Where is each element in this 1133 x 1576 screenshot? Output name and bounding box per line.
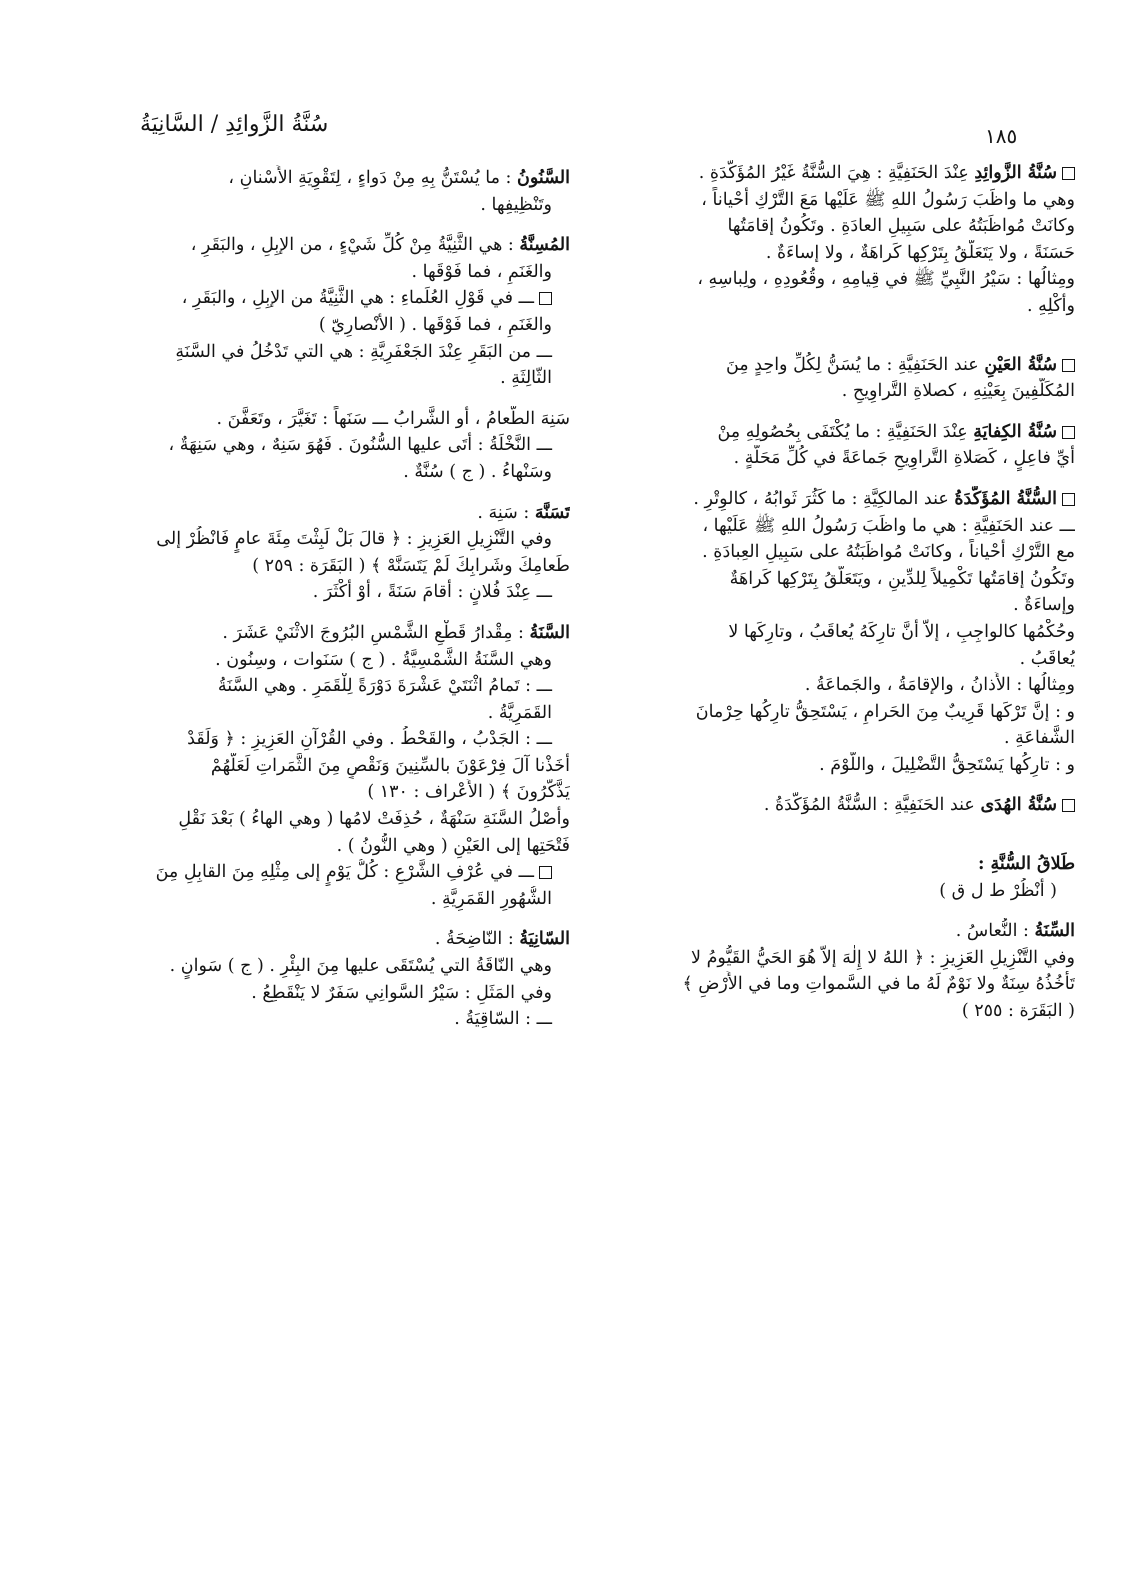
entry-text: ـــ : تَمامُ اثْنَتَيْ عَشْرَةَ دَوْرَةً لِلْقَمَرِ . وهي السَّنَةُ [217,676,552,697]
entry-text: وحُكْمُها كالواجِبِ ، إلاّ أَنَّ تارِكَهُ يُعاقَبُ ، وتارِكَها لا [728,621,1075,642]
entry-sunnat-al-kifaya [630,419,1075,472]
entry-text: المُكَلَّفِينَ بِعَيْنِهِ ، كصلاةِ التَّراوِيحِ . [841,381,1075,402]
entry-text: القَمَرِيَّةُ . [487,702,552,723]
entry-title: سُنَّةُ الكِفايَةِ [973,421,1057,442]
square-bullet-icon [539,866,552,879]
entry-title: طَلاقُ السُّنَّةِ : [977,854,1075,875]
entry-text: أَخَذْنا آلَ فِرْعَوْنَ بالسِّنِينَ وَنَقْصٍ مِنَ الثَّمَراتِ لَعَلَّهُمْ [210,755,570,776]
entry-text: والغَنَمِ ، فما فَوْقَها . ( الأنْصارِيّ ) [318,314,552,335]
entry-text: ـــ : السّاقِيَةُ . [454,1009,552,1030]
entry-al-musinna [125,232,570,392]
square-bullet-icon [539,292,552,305]
entry-text: الشَّفاعَةِ . [1004,728,1075,749]
entry-text: و : تارِكُها يَسْتَحِقُّ التَّضْلِيلَ ، واللَّوْمَ . [819,754,1075,775]
entry-text: وتَكُونُ إقامَتُها تَكْمِيلاً لِلدِّينِ ، ويَتَعَلَّقُ بِتَرْكِها كَراهَةٌ [729,568,1075,589]
entry-title: سُنَّةُ الهُدَى [980,795,1057,816]
entry-text: وهي النّاقَةُ التي يُسْتَقَى عليها مِنَ البِئْرِ . ( ج ) سَوانٍ . [169,956,552,977]
entry-text: ( البَقَرَة : ٢٥٥ ) [961,1001,1075,1022]
entry-text: وهي ما واظَبَ رَسُولُ اللهِ ﷺ عَلَيْها مَعَ التَّرْكِ أَحْياناً ، [701,189,1075,210]
entry-al-sunun [125,165,570,218]
entry-text: وسَنْهاءُ . ( ج ) سُنَّةٌ . [403,461,552,482]
entry-title: سُنَّةُ العَيْنِ [984,354,1057,375]
entry-text: ( أُنْظُرْ ط ل ق ) [939,880,1057,901]
entry-title: المُسِنَّةُ [519,235,570,256]
entry-title: السِّنَةُ [1034,921,1075,942]
entry-text: عِنْدَ الحَنَفِيَّةِ : هِيَ السُّنَّةُ غَيْرُ المُؤَكَّدَةِ . [698,163,969,183]
entry-text: عند الحَنَفِيَّةِ : ما يُسَنُّ لِكُلِّ واحِدٍ مِنَ [725,354,979,375]
square-bullet-icon [1062,426,1075,439]
entry-text: ـــ عند الحَنَفِيَّةِ : هي ما واظَبَ رَسُولُ اللهِ ﷺ عَلَيْها ، [702,515,1075,536]
entry-talaq-al-sunna [630,851,1075,904]
entry-text: : مِقْدارُ قَطْعِ الشَّمْسِ البُرُوجَ الاثْنَيْ عَشَرَ . [222,622,524,643]
square-bullet-icon [1062,167,1075,180]
entry-text: و : إنَّ تَرْكَها قَرِيبٌ مِنَ الحَرامِ ، يَسْتَحِقُّ تارِكُها حِرْمانَ [695,701,1075,722]
square-bullet-icon [1062,799,1075,812]
entry-al-sana [125,620,570,913]
entry-text: يَذَّكَّرُونَ ﴾ ( الأَعْراف : ١٣٠ ) [367,782,570,803]
entry-text: وهي السَّنَةُ الشَّمْسِيَّةُ . ( ج ) سَنَوات ، وسِنُون . [215,649,552,670]
entry-text: أَيِّ فاعِلٍ ، كَصَلاةِ التَّراوِيحِ جَماعَةً في كُلِّ مَحَلَّةٍ . [733,448,1075,469]
entry-text: وأَكْلِهِ . [1027,295,1075,316]
entry-text: ومِثالُها : الأَذانُ ، والإقامَةُ ، والجَماعَةُ . [804,675,1075,696]
entry-text: وفي التَّنْزِيلِ العَزِيزِ : ﴿ قالَ بَلْ لَبِثْتَ مِئَةَ عامٍ فَانْظُرْ إلى [156,529,552,550]
entry-text: سَنِهَ الطَّعامُ ، أو الشَّرابُ ـــ سَنَهاً : تَغَيَّرَ ، وتَعَفَّنَ . [216,408,570,429]
entry-sunnat-al-huda [630,792,1075,819]
entry-text: الشُّهُورِ القَمَرِيَّةِ . [430,888,552,909]
entry-text: يُعاقَبُ . [1019,648,1075,669]
left-column [125,165,570,1047]
entry-text: : النُّعاسُ . [955,921,1029,942]
entry-text: ـــ عِنْدَ فُلانٍ : أَقامَ سَنَةً ، أوْ أَكْثَرَ . [312,582,552,603]
running-title: سُنَّةُ الزَّوائِدِ / السَّانِيَةُ [140,112,329,137]
entry-text: : النّاضِحَةُ . [434,929,514,950]
entry-text: : ما يُسْتَنُّ بِهِ مِنْ دَواءٍ ، لِتَقْوِيَةِ الأَسْنانِ ، [228,168,512,188]
entry-title: السَّنُونُ [517,168,570,188]
entry-text: ومِثالُها : سَيْرُ النَّبِيِّ ﷺ في قِيامِهِ ، وقُعُودِهِ ، ولِباسِهِ ، [697,269,1075,290]
entry-text: وفي التَّنْزِيلِ العَزِيزِ : ﴿ اللهُ لا إِلٰهَ إلاّ هُوَ الحَيُّ القَيُّومُ لا [691,947,1075,968]
entry-text: فَتْحَتِها إلى العَيْنِ ( وهي النُّونُ ) . [336,835,570,856]
entry-text: ـــ في عُرْفِ الشَّرْعِ : كُلُّ يَوْمٍ إلى مِثْلِهِ مِنَ القابِلِ مِنَ [155,862,534,883]
entry-text: عند المالكِيَّةِ : ما كَثُرَ ثَوابُهُ ، كالوِتْرِ . [693,488,949,509]
entry-text: : سَنِهَ . [477,502,530,523]
entry-title: تَسَنَّهَ [534,502,570,523]
entry-al-sunna-al-muakkada [630,486,1075,779]
entry-text: : هي الثَّنِيَّةُ مِنْ كُلِّ شَيْءٍ ، من الإبِلِ ، والبَقَرِ ، [190,235,514,256]
entry-title: السُّنَّةُ المُؤَكَّدَةُ [954,488,1057,509]
entry-text: ـــ من البَقَرِ عِنْدَ الجَعْفَرِيَّةِ : هي التي تَدْخُلُ في السَّنَةِ [175,341,552,362]
entry-text: وأَصْلُ السَّنَةِ سَنْهَةٌ ، حُذِفَتْ لامُها ( وهي الهاءُ ) بَعْدَ نَقْلِ [178,809,570,830]
page-number: ١٨٥ [985,124,1018,148]
entry-title: السَّنَةُ [529,622,570,643]
entry-sunnat-al-ayn [630,352,1075,405]
entry-text: مع التَّرْكِ أَحْياناً ، وكانَتْ مُواظَبَتُهُ على سَبِيلِ العِبادَةِ . [702,542,1075,563]
entry-text: ـــ : الجَدْبُ ، والقَحْطُ . وفي القُرْآنِ العَزِيزِ : ﴿ وَلَقَدْ [187,729,552,750]
entry-text: والغَنَمِ ، فما فَوْقَها . [411,261,552,282]
entry-text: حَسَنَةً ، ولا يَتَعَلَّقُ بِتَرْكِها كَراهَةٌ ، ولا إساءَةٌ . [765,242,1075,263]
right-column [630,160,1075,1039]
entry-text: ـــ النَّخْلَةُ : أَتَى عليها السُّنُونَ . فَهُوَ سَنِهٌ ، وهي سَنِهَةٌ ، [168,435,552,456]
entry-title: سُنَّةُ الزَّوائِدِ [974,163,1057,183]
square-bullet-icon [1062,359,1075,372]
entry-title: السّانِيَةُ [519,929,570,950]
entry-text: طَعامِكَ وشَرابِكَ لَمْ يَتَسَنَّهْ ﴾ ( البَقَرَة : ٢٥٩ ) [252,555,570,576]
entry-text: ـــ في قَوْلِ العُلَماءِ : هي الثَّنِيَّةُ من الإبِلِ ، والبَقَرِ ، [181,288,534,309]
entry-text: الثّالِثَةِ . [500,368,552,389]
entry-text: وإساءَةٌ . [1013,595,1075,616]
entry-sanih [125,406,570,486]
entry-text: تَأْخُذُهُ سِنَةٌ ولا نَوْمٌ لَهُ ما في السَّمواتِ وما في الأَرْضِ ﴾ [682,974,1075,995]
entry-al-sina [630,918,1075,1024]
entry-text: وكانَتْ مُواظَبَتُهُ على سَبِيلِ العادَةِ . وتَكُونُ إقامَتُها [727,216,1075,237]
entry-tasannah [125,500,570,606]
entry-text: وفي المَثَلِ : سَيْرُ السَّوانِي سَفَرٌ لا يَنْقَطِعُ . [251,982,552,1003]
entry-text: وتَنْظِيفِها . [480,194,552,215]
entry-sunnat-al-zawaid [630,160,1075,320]
entry-al-saniya [125,926,570,1032]
entry-text: عند الحَنَفِيَّةِ : السُّنَّةُ المُؤَكَّدَةُ . [763,795,975,816]
square-bullet-icon [1062,493,1075,506]
entry-text: عِنْدَ الحَنَفِيَّةِ : ما يُكْتَفَى بِحُصُولِهِ مِنْ [717,421,968,442]
